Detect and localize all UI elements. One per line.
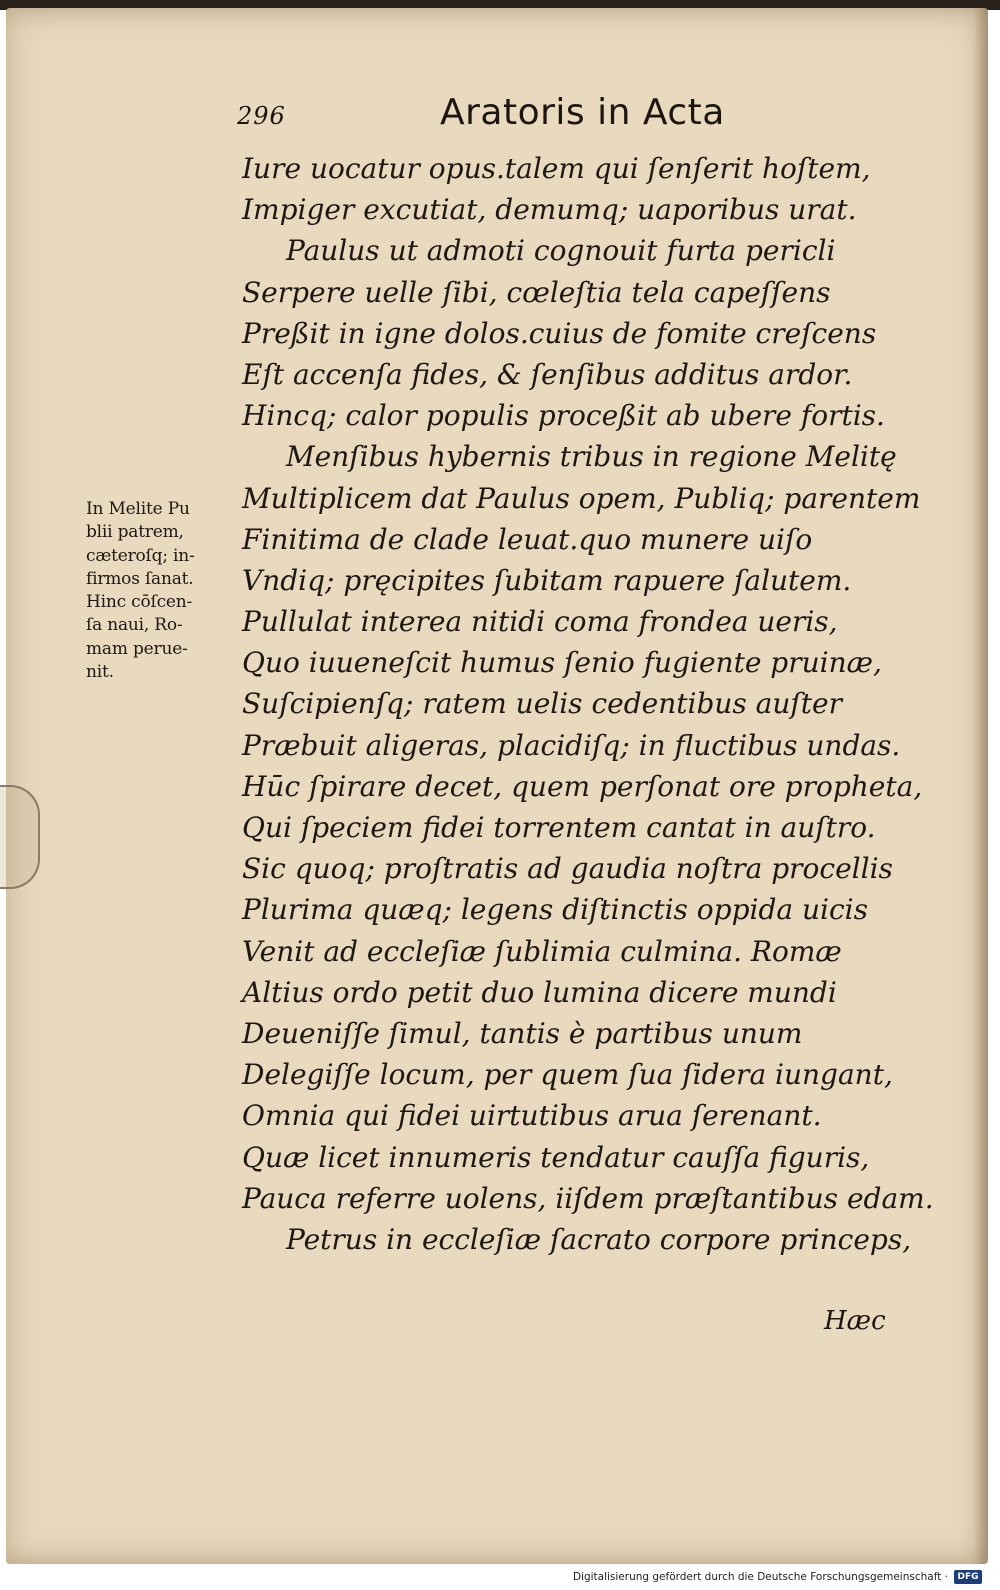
page-number: 296 (237, 102, 286, 130)
verse-line: Hincq; calor populis proceßit ab ubere fortis. (242, 399, 885, 433)
verse-line: Præbuit aligeras, placidiſq; in fluctibus undas. (242, 728, 901, 762)
verse-line: Vndiq; pręcipites ſubitam rapuere ſalutem. (242, 563, 852, 597)
verse-line: Altius ordo petit duo lumina dicere mundi (242, 975, 837, 1009)
verse-line: Qui ſpeciem fidei torrentem cantat in auſtro. (242, 811, 876, 844)
verse-line: Multiplicem dat Paulus opem, Publiq; parentem (242, 481, 921, 515)
verse-block (242, 148, 934, 1260)
verse-line: Serpere uelle ſibi, cœleſtia tela capeſſens (242, 275, 831, 309)
verse-line: Sic quoq; proſtratis ad gaudia noſtra procellis (242, 852, 893, 886)
marginal-note-line: ſa naui, Ro- (86, 615, 183, 636)
dfg-logo: DFG (954, 1570, 982, 1584)
verse-line: Hūc ſpirare decet, quem perſonat ore propheta, (242, 769, 923, 803)
verse-line: Quæ licet innumeris tendatur cauſſa figuris, (242, 1140, 870, 1174)
marginal-note-line: Hinc cōſcen- (86, 592, 193, 613)
marginal-note-line: nit. (86, 662, 114, 683)
page-edge-shadow (974, 8, 988, 1564)
page-header (232, 92, 752, 140)
verse-line: Venit ad eccleſiæ ſublimia culmina. Romæ (242, 934, 842, 968)
marginal-note (86, 498, 236, 684)
verse-line: Impiger excutiat, demumq; uaporibus urat. (242, 193, 857, 227)
marginal-note-line: cæteroſq; in- (86, 545, 195, 566)
verse-line: Quo iuueneſcit humus ſenio fugiente pruinæ, (242, 646, 882, 680)
verse-line: Suſcipienſq; ratem uelis cedentibus auſter (242, 687, 842, 721)
verse-line: Pauca referre uolens, iiſdem præſtantibus edam. (242, 1181, 934, 1215)
verse-line: Plurima quæq; legens diſtinctis oppida uicis (242, 893, 868, 927)
marginal-note-line: blii patrem, (86, 522, 184, 543)
verse-line: Pullulat interea nitidi coma frondea ueris, (242, 605, 838, 639)
verse-line: Omnia qui fidei uirtutibus arua ſerenant. (242, 1099, 822, 1133)
marginal-note-line: In Melite Pu (86, 499, 190, 519)
verse-line: Preßit in igne dolos.cuius de fomite creſcens (242, 316, 877, 350)
verse-line: Iure uocatur opus.talem qui ſenſerit hoſtem, (242, 152, 871, 185)
verse-line: Paulus ut admoti cognouit furta pericli (286, 234, 836, 268)
running-title: Aratoris in Acta (440, 92, 725, 133)
book-clasp (0, 785, 40, 889)
verse-line: Delegiſſe locum, per quem ſua ſidera iungant, (242, 1058, 893, 1092)
verse-line: Menſibus hybernis tribus in regione Melitę (286, 440, 897, 474)
verse-line: Eſt accenſa fides, & ſenſibus additus ardor. (242, 357, 853, 391)
footer-strip (0, 1566, 1000, 1590)
catchword: Hæc (824, 1306, 886, 1336)
footer-credit: Digitalisierung gefördert durch die Deutsche Forschungsgemeinschaft · (572, 1571, 948, 1583)
verse-line: Petrus in eccleſiæ ſacrato corpore princeps, (286, 1222, 912, 1256)
verse-line: Deueniſſe ſimul, tantis è partibus unum (242, 1016, 803, 1050)
verse-line: Finitima de clade leuat.quo munere uiſo (242, 522, 813, 556)
marginal-note-line: mam perue- (86, 638, 188, 659)
marginal-note-line: firmos ſanat. (86, 568, 194, 589)
